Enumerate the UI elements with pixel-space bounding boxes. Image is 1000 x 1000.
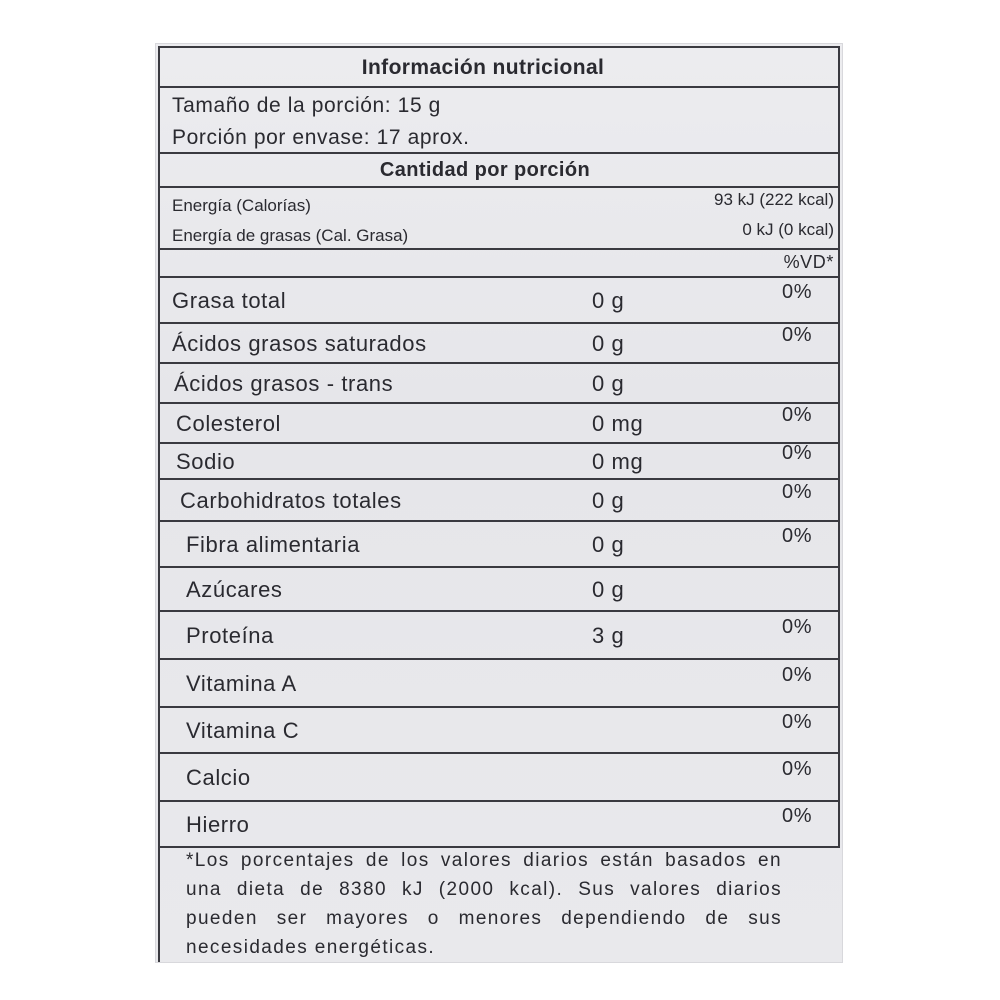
nutrient-amount: 3 g bbox=[592, 623, 625, 648]
energy-fat-label: Energía de grasas (Cal. Grasa) bbox=[172, 226, 409, 245]
nutrient-row bbox=[158, 442, 840, 478]
nutrient-dv: 0% bbox=[782, 664, 813, 686]
nutrient-name: Ácidos grasos - trans bbox=[174, 371, 394, 396]
divider-energy bbox=[158, 248, 840, 250]
nutrient-name: Ácidos grasos saturados bbox=[172, 331, 427, 356]
nutrient-name: Proteína bbox=[186, 623, 274, 648]
nutrient-row bbox=[158, 658, 840, 706]
nutrient-amount: 0 g bbox=[592, 371, 625, 396]
nutrient-name: Fibra alimentaria bbox=[186, 532, 361, 557]
nutrient-row bbox=[158, 478, 840, 520]
nutrient-amount: 0 g bbox=[592, 288, 625, 313]
energy-label: Energía (Calorías) bbox=[172, 196, 311, 215]
energy-value: 93 kJ (222 kcal) bbox=[714, 190, 834, 209]
nutrient-dv: 0% bbox=[782, 805, 813, 827]
nutrient-dv: 0% bbox=[782, 758, 813, 780]
nutrient-row bbox=[158, 362, 840, 402]
nutrient-row bbox=[158, 402, 840, 442]
nutrient-dv: 0% bbox=[782, 442, 813, 464]
nutrient-dv: 0% bbox=[782, 525, 813, 547]
dv-header: %VD* bbox=[783, 252, 834, 272]
frame-top bbox=[158, 46, 840, 48]
nutrient-row bbox=[158, 276, 840, 322]
nutrient-name: Vitamina C bbox=[186, 718, 300, 743]
nutrient-dv: 0% bbox=[782, 481, 813, 503]
nutrient-row bbox=[158, 752, 840, 800]
divider-title bbox=[158, 86, 840, 88]
nutrient-name: Sodio bbox=[176, 449, 236, 474]
divider-serving bbox=[158, 152, 840, 154]
nutrient-row bbox=[158, 566, 840, 610]
nutrient-dv: 0% bbox=[782, 711, 813, 733]
nutrient-dv: 0% bbox=[782, 404, 813, 426]
nutrient-name: Colesterol bbox=[176, 411, 282, 436]
nutrient-amount: 0 mg bbox=[592, 411, 644, 436]
energy-fat-value: 0 kJ (0 kcal) bbox=[742, 220, 834, 239]
nutrient-name: Vitamina A bbox=[186, 671, 297, 696]
nutrient-name: Azúcares bbox=[186, 577, 283, 602]
divider-amount bbox=[158, 186, 840, 188]
nutrient-row bbox=[158, 520, 840, 566]
nutrient-row bbox=[158, 610, 840, 658]
footnote: *Los porcentajes de los valores diarios están basados en una dieta de 8380 kJ (2000 kcal). Sus valores diarios pueden ser mayores o menores dependiendo de sus necesidades energéticas. bbox=[186, 850, 782, 958]
label-title: Información nutricional bbox=[361, 56, 605, 79]
servings-per-container: Porción por envase: 17 aprox. bbox=[172, 126, 470, 149]
nutrient-amount: 0 g bbox=[592, 331, 625, 356]
nutrient-name: Grasa total bbox=[172, 288, 287, 313]
nutrient-row bbox=[158, 322, 840, 362]
nutrient-name: Calcio bbox=[186, 765, 251, 790]
nutrient-amount: 0 g bbox=[592, 577, 625, 602]
nutrient-row bbox=[158, 706, 840, 752]
nutrient-name: Carbohidratos totales bbox=[180, 488, 402, 513]
nutrient-dv: 0% bbox=[782, 616, 813, 638]
serving-size: Tamaño de la porción: 15 g bbox=[172, 94, 441, 117]
nutrient-dv: 0% bbox=[782, 324, 813, 346]
nutrient-row bbox=[158, 800, 840, 846]
nutrient-amount: 0 mg bbox=[592, 449, 644, 474]
nutrient-name: Hierro bbox=[186, 812, 250, 837]
nutrient-dv: 0% bbox=[782, 281, 813, 303]
amount-per-serving: Cantidad por porción bbox=[379, 159, 591, 181]
nutrient-amount: 0 g bbox=[592, 488, 625, 513]
nutrient-amount: 0 g bbox=[592, 532, 625, 557]
